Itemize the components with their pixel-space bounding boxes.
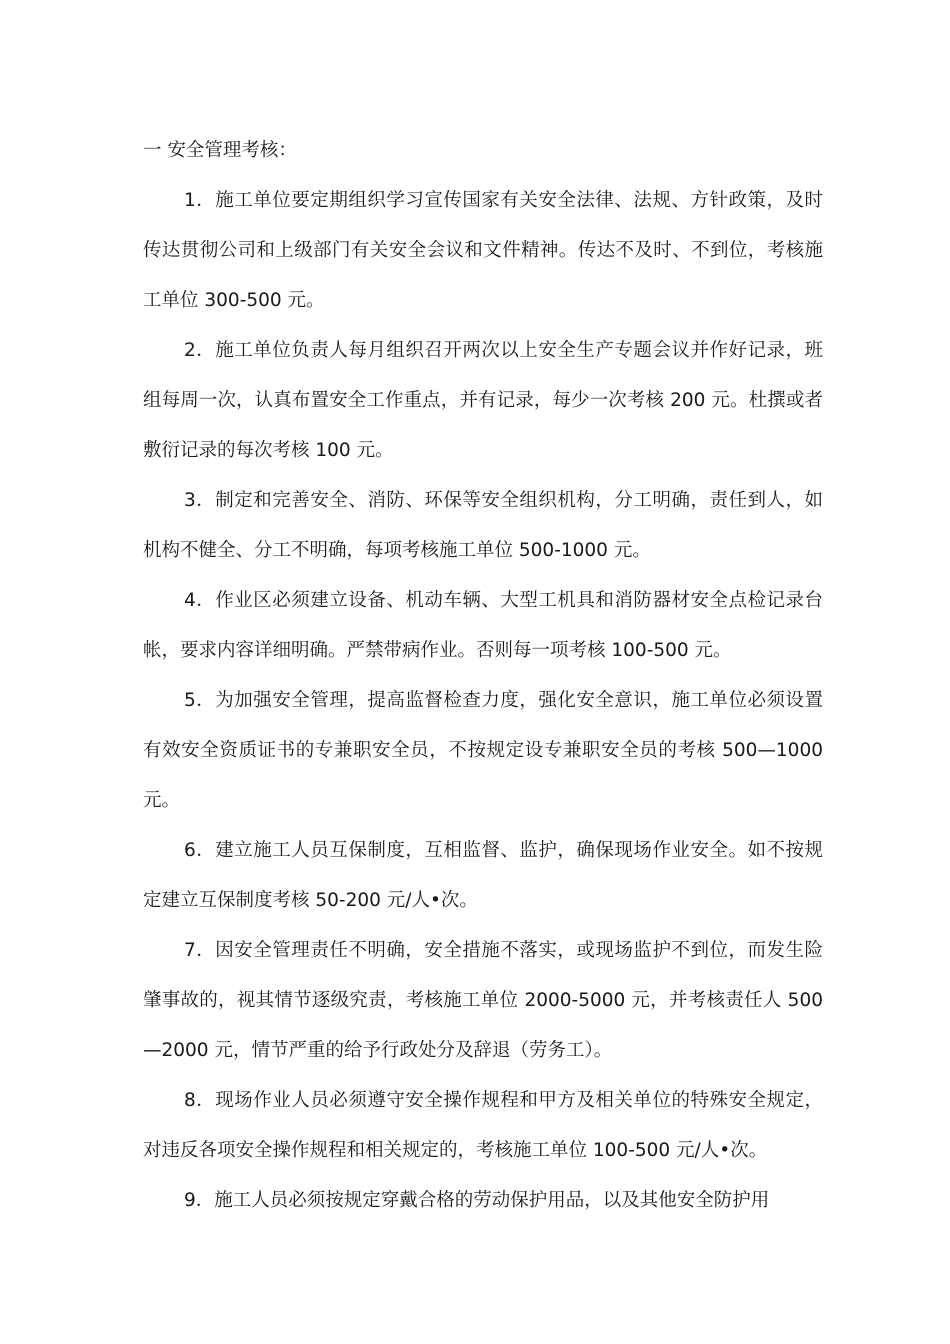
- paragraph-item-1: 1．施工单位要定期组织学习宣传国家有关安全法律、法规、方针政策，及时传达贯彻公司和上级部门有关安全会议和文件精神。传达不及时、不到位，考核施工单位 300-500 元。: [143, 190, 823, 311]
- paragraph-item-6: 6．建立施工人员互保制度，互相监督、监护，确保现场作业安全。如不按规定建立互保制度考核 50-200 元/人•次。: [143, 840, 823, 911]
- paragraph-item-5: 5．为加强安全管理，提高监督检查力度，强化安全意识，施工单位必须设置有效安全资质证书的专兼职安全员，不按规定设专兼职安全员的考核 500—1000 元。: [143, 690, 823, 811]
- paragraph-item-8: 8．现场作业人员必须遵守安全操作规程和甲方及相关单位的特殊安全规定，对违反各项安全操作规程和相关规定的，考核施工单位 100-500 元/人•次。: [143, 1090, 823, 1161]
- paragraph-item-2: 2．施工单位负责人每月组织召开两次以上安全生产专题会议并作好记录，班组每周一次，认真布置安全工作重点，并有记录，每少一次考核 200 元。杜撰或者敷衍记录的每次考核 100 元。: [143, 340, 823, 461]
- paragraph-item-7: 7．因安全管理责任不明确，安全措施不落实，或现场监护不到位，而发生险肇事故的，视其情节逐级究责，考核施工单位 2000-5000 元，并考核责任人 500—2000 元，情节严重的给予行政处分及辞退（劳务工）。: [143, 940, 823, 1061]
- document-body: [143, 126, 823, 1226]
- section-heading: 一 安全管理考核：: [143, 140, 297, 161]
- paragraph-item-3: 3．制定和完善安全、消防、环保等安全组织机构，分工明确，责任到人，如机构不健全、分工不明确，每项考核施工单位 500-1000 元。: [143, 490, 823, 561]
- paragraph-item-4: 4．作业区必须建立设备、机动车辆、大型工机具和消防器材安全点检记录台帐，要求内容详细明确。严禁带病作业。否则每一项考核 100-500 元。: [143, 590, 823, 661]
- paragraph-item-9: 9．施工人员必须按规定穿戴合格的劳动保护用品，以及其他安全防护用: [184, 1190, 770, 1211]
